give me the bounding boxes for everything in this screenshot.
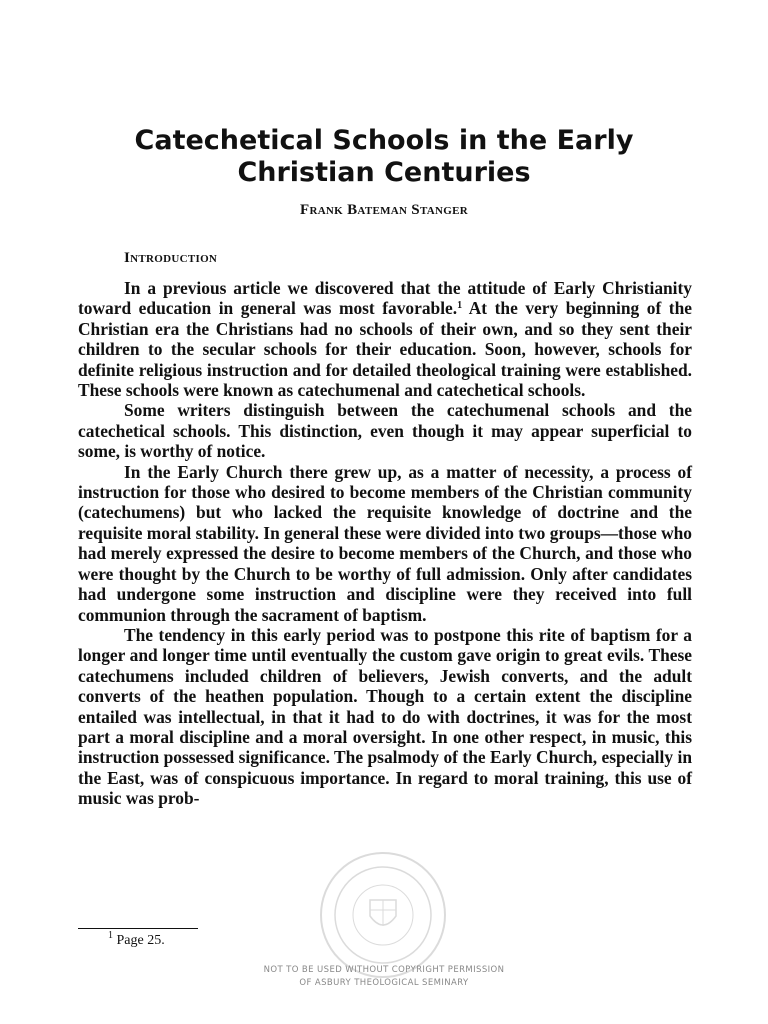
paragraph-1 bbox=[78, 278, 692, 400]
asbury-seminary-seal-icon bbox=[318, 850, 448, 980]
copyright-notice bbox=[80, 964, 688, 990]
copyright-notice-line-1: NOT TO BE USED WITHOUT COPYRIGHT PERMISSION bbox=[263, 965, 505, 975]
article-body bbox=[78, 278, 692, 809]
paragraph-1-text-a: In a previous article we discovered that the attitude of Early Christianity toward education in general was most favorable. bbox=[78, 278, 692, 319]
paragraph-1-text-b: At the very beginning of the Christian era the Christians had no schools of their own, and so they sent their children to the secular schools for their education. Soon, however, schools for definite religious instruction and for detailed theological training were established. These schools were known as catechumenal and catechetical schools. bbox=[78, 298, 692, 401]
copyright-notice-line-2: OF ASBURY THEOLOGICAL SEMINARY bbox=[299, 978, 469, 988]
section-heading: Introduction bbox=[124, 250, 218, 266]
article-author: Frank Bateman Stanger bbox=[299, 202, 468, 218]
footnote bbox=[108, 930, 165, 949]
footnote-marker: 1 bbox=[108, 930, 113, 941]
article-title: Catechetical Schools in the Early Christian Centuries bbox=[134, 125, 634, 188]
footnote-text: Page 25. bbox=[116, 933, 165, 948]
footnote-reference: 1 bbox=[457, 300, 463, 312]
paragraph-4: The tendency in this early period was to postpone this rite of baptism for a longer and longer time until eventually the custom gave origin to great evils. These catechumens included children of believers, Jewish converts, and the adult converts of the heathen population. Though to a certain extent the discipline entailed was intellectual, in that it had to do with doctrines, it was for the most part a moral discipline and a moral oversight. In one other respect, in music, this instruction possessed significance. The psalmody of the Early Church, especially in the East, was of conspicuous importance. In regard to moral training, this use of music was prob- bbox=[78, 624, 692, 809]
paragraph-2: Some writers distinguish between the catechumenal schools and the catechetical schools. This distinction, even though it may appear superficial to some, is worthy of notice. bbox=[78, 400, 692, 462]
paragraph-3: In the Early Church there grew up, as a matter of necessity, a process of instruction for those who desired to become members of the Christian community (catechumens) but who lacked the requisite knowledge of doctrine and the requisite moral stability. In general these were divided into two groups—those who had merely expressed the desire to become members of the Church, and those who were thought by the Church to be worthy of full admission. Only after candidates had undergone some instruction and discipline were they received into full communion through the sacrament of baptism. bbox=[78, 461, 692, 625]
footnote-divider bbox=[78, 928, 198, 929]
